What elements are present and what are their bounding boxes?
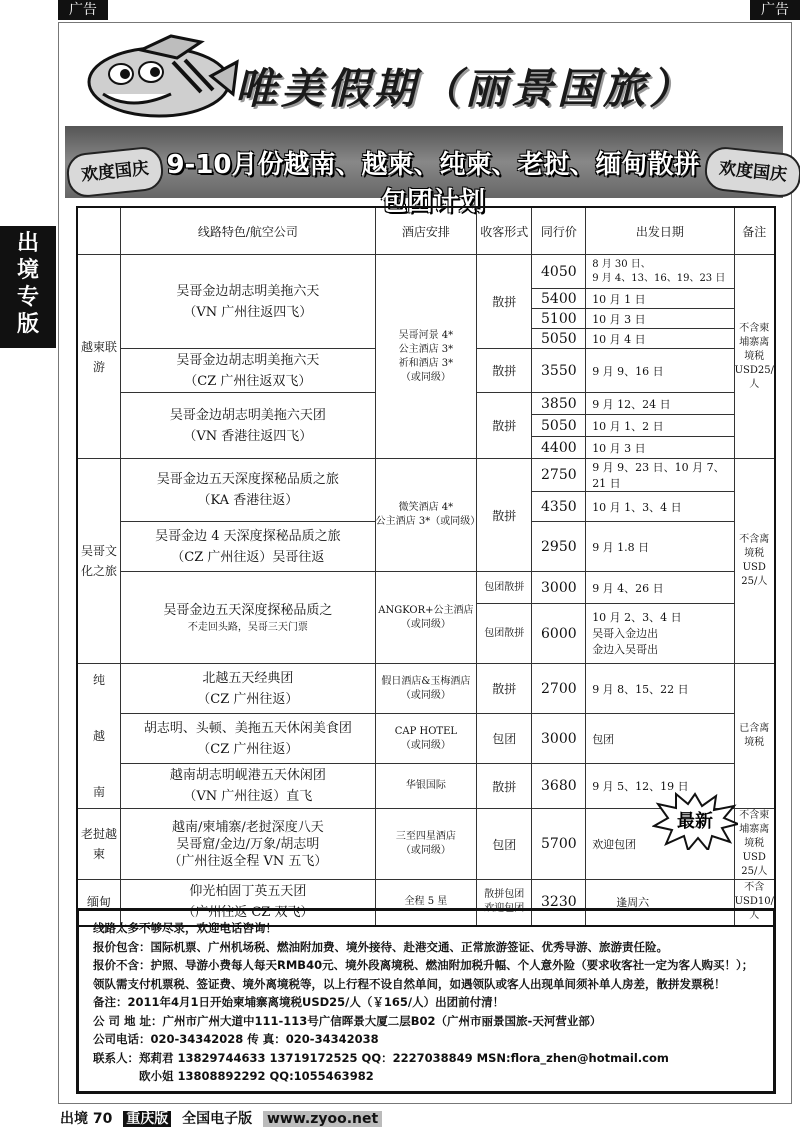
route-cell	[121, 459, 376, 522]
brand-title: 唯美假期（丽景国旅）	[235, 64, 696, 113]
banner-title: 9-10月份越南、越柬、纯柬、老挝、缅甸散拼包团计划	[166, 150, 700, 217]
route-cell	[121, 572, 376, 664]
route-sub: （CZ 广州往返）	[197, 691, 299, 707]
price-cell: 2950	[532, 522, 586, 572]
route-name: 胡志明、头顿、美拖五天休闲美食团	[143, 720, 352, 736]
route-cell	[121, 255, 376, 349]
mode-cell: 散拼	[477, 764, 532, 809]
mode-cell: 包团散拼	[477, 572, 532, 604]
table-row	[77, 664, 775, 714]
section-tab-char: 出	[16, 231, 39, 256]
hotel-cell: CAP HOTEL （或同级）	[375, 714, 476, 764]
header-region	[77, 207, 121, 255]
section-tab-char: 境	[16, 258, 39, 283]
website-link[interactable]: www.zyoo.net	[263, 1111, 382, 1127]
hotel-cell: 三至四星酒店 （或同级）	[375, 809, 476, 880]
route-name: 吴哥金边胡志明美拖六天	[176, 283, 320, 299]
section-tab	[0, 226, 56, 348]
section-tab-char: 版	[16, 312, 39, 337]
remark-cell: 不含离境税 USD 25/人	[734, 459, 775, 664]
route-cell	[121, 393, 376, 459]
remark-cell: 不含柬埔寨离境税USD25/人	[734, 255, 775, 459]
price-cell: 4350	[532, 492, 586, 522]
remark-cell: 不含USD10/人	[734, 880, 775, 926]
price-cell: 3000	[532, 572, 586, 604]
price-cell: 6000	[532, 604, 586, 664]
route-sub: （CZ 广州往返双飞）	[184, 373, 312, 389]
brand-header	[65, 30, 783, 126]
date-cell: 9 月 12、24 日	[586, 393, 734, 415]
notes-line: 报价包含：国际机票、广州机场税、燃油附加费、境外接待、赴港交通、正常旅游签证、优秀导游、旅游责任险。	[93, 939, 668, 954]
header-date: 出发日期	[586, 207, 734, 255]
route-name: 吴哥金边五天深度探秘品质之	[163, 603, 333, 618]
route-name: 仰光柏固丁英五天团	[189, 884, 307, 900]
mode-cell: 包团散拼	[477, 604, 532, 664]
ad-label-left: 广告	[58, 0, 108, 20]
route-name: 吴哥金边胡志明美拖六天	[176, 352, 320, 368]
mode-cell: 散拼包团 欢迎包团	[477, 880, 532, 926]
route-sub: （KA 香港往返）	[197, 493, 299, 508]
price-cell: 4400	[532, 437, 586, 459]
mode-cell: 散拼	[477, 459, 532, 572]
date-cell: 9 月 5、12、19 日	[586, 764, 734, 809]
route-name: 吴哥金边五天深度探秘品质之旅	[156, 472, 339, 487]
ad-label-right: 广告	[750, 0, 800, 20]
route-sub: （广州往返 CZ 双飞）	[182, 905, 314, 921]
price-cell: 5700	[532, 809, 586, 880]
mode-cell: 散拼	[477, 255, 532, 349]
date-cell: 10 月 3 日	[586, 437, 734, 459]
route-sub: 吴哥窟/金边/万象/胡志明	[176, 836, 320, 852]
mode-cell: 包团	[477, 714, 532, 764]
header-hotel: 酒店安排	[375, 207, 476, 255]
route-cell	[121, 714, 376, 764]
promo-banner	[65, 126, 788, 217]
notes-line: 报价不含：护照、导游小费每人每天RMB40元、境外段离境税、燃油附加税升幅、个人意外险（要求收客社一定为客人购买！）；领队需支付机票税、签证费、境外离境税等，以上行程不设自然单间，如遇领队或客人出现单间须补单人房差，散拼发票税！	[93, 958, 754, 991]
date-cell: 10 月 1 日	[586, 289, 734, 309]
mode-cell: 散拼	[477, 393, 532, 459]
hotel-cell: 华银国际	[375, 764, 476, 809]
route-cell	[121, 664, 376, 714]
route-name: 北越五天经典团	[202, 670, 294, 686]
price-cell: 5100	[532, 309, 586, 329]
date-cell: 10 月 4 日	[586, 329, 734, 349]
route-sub: （广州往返全程 VN 五飞）	[168, 853, 328, 869]
header-price: 同行价	[532, 207, 586, 255]
mode-cell: 散拼	[477, 664, 532, 714]
mode-cell: 散拼	[477, 349, 532, 393]
date-cell: 逢周六	[586, 880, 734, 926]
notes-line: 公 司 地 址：广州市广州大道中111-113号广信晖景大厦二层B02（广州市丽景国旅-天河营业部）	[93, 1013, 602, 1028]
festival-badge-left: 欢度国庆	[65, 145, 165, 199]
route-sub: （VN 广州往返四飞）	[183, 304, 313, 320]
price-cell: 3680	[532, 764, 586, 809]
hotel-cell: 微笑酒店 4* 公主酒店 3*（或同级）	[375, 459, 476, 572]
table-row	[77, 459, 775, 492]
header-route: 线路特色/航空公司	[121, 207, 376, 255]
notes-box	[76, 908, 776, 1094]
date-cell: 10 月 2、3、4 日 吴哥入金边出 金边入吴哥出	[586, 604, 734, 664]
date-cell: 9 月 8、15、22 日	[586, 664, 734, 714]
date-cell: 9 月 1.8 日	[586, 522, 734, 572]
hotel-cell: 假日酒店&玉梅酒店（或同级）	[375, 664, 476, 714]
route-cell	[121, 349, 376, 393]
table-row	[77, 572, 775, 604]
date-cell: 9 月 9、16 日	[586, 349, 734, 393]
hotel-cell: 全程 5 星	[375, 880, 476, 926]
region-cell: 越柬联游	[77, 255, 121, 459]
hotel-cell: ANGKOR+公主酒店 （或同级）	[375, 572, 476, 664]
route-name: 越南/柬埔寨/老挝深度八天	[171, 819, 324, 835]
price-cell: 2700	[532, 664, 586, 714]
region-cell	[77, 664, 121, 809]
route-cell	[121, 764, 376, 809]
notes-line: 联系人：郑莉君 13829744633 13719172525 QQ：2227038849 MSN:flora_zhen@hotmail.com	[93, 1050, 669, 1065]
price-cell: 3230	[532, 880, 586, 926]
date-cell: 9 月 4、26 日	[586, 572, 734, 604]
price-cell: 5400	[532, 289, 586, 309]
header-mode: 收客形式	[477, 207, 532, 255]
mode-cell: 包团	[477, 809, 532, 880]
table-header-row	[77, 207, 775, 255]
notes-line: 公司电话：020-34342028 传 真：020-34342038	[93, 1032, 379, 1046]
route-cell	[121, 809, 376, 880]
route-name: 吴哥金边胡志明美拖六天团	[169, 407, 326, 423]
price-cell: 3850	[532, 393, 586, 415]
date-cell: 8 月 30 日、 9 月 4、13、16、19、23 日	[586, 255, 734, 289]
route-name: 吴哥金边 4 天深度探秘品质之旅	[155, 528, 341, 544]
page-number: 出境 70	[60, 1111, 113, 1127]
price-cell: 5050	[532, 329, 586, 349]
region-cell: 老挝越柬	[77, 809, 121, 880]
region-char: 越	[93, 729, 106, 743]
price-cell: 2750	[532, 459, 586, 492]
hotel-cell: 吴哥河景 4* 公主酒店 3* 祈和酒店 3* （或同级）	[375, 255, 476, 459]
price-cell: 4050	[532, 255, 586, 289]
table-row	[77, 714, 775, 764]
new-starburst-icon	[652, 792, 738, 850]
edition-tag: 重庆版	[123, 1111, 171, 1127]
notes-line: 备注：2011年4月1日开始柬埔寨离境税USD25/人（￥165/人）出团前付清！	[93, 995, 505, 1009]
route-sub: 不走回头路，吴哥三天门票	[187, 622, 308, 633]
date-cell: 包团	[586, 714, 734, 764]
region-cell: 吴哥文化之旅	[77, 459, 121, 664]
date-cell: 欢迎包团	[586, 809, 734, 880]
festival-badge-right: 欢度国庆	[703, 145, 800, 199]
date-cell: 10 月 3 日	[586, 309, 734, 329]
route-name: 越南胡志明岘港五天休闲团	[169, 768, 326, 784]
page-footer	[60, 1108, 388, 1126]
date-cell: 10 月 1、3、4 日	[586, 492, 734, 522]
region-cell: 缅甸	[77, 880, 121, 926]
route-sub: （CZ 广州往返）吴哥往返	[171, 549, 325, 565]
edition-label: 全国电子版	[182, 1111, 253, 1127]
route-sub: （VN 香港往返四飞）	[183, 428, 313, 444]
date-cell: 10 月 1、2 日	[586, 415, 734, 437]
new-badge-text: 最新	[677, 811, 713, 832]
price-cell: 3000	[532, 714, 586, 764]
price-cell: 3550	[532, 349, 586, 393]
route-cell	[121, 522, 376, 572]
region-char: 纯	[93, 673, 106, 687]
notes-line: 欧小姐 13808892292 QQ:1055463982	[139, 1069, 374, 1083]
table-row	[77, 255, 775, 289]
price-cell: 5050	[532, 415, 586, 437]
notes-line: 线路太多不够尽录，欢迎电话咨询！	[93, 921, 277, 935]
airplane-mascot-icon	[81, 32, 241, 124]
remark-cell: 不含柬埔寨离境税 USD 25/人	[734, 809, 775, 880]
route-sub: （CZ 广州往返）	[197, 741, 299, 757]
region-char: 南	[93, 785, 106, 799]
header-remark: 备注	[734, 207, 775, 255]
section-tab-char: 专	[16, 285, 39, 310]
route-sub: （VN 广州往返）直飞	[183, 789, 313, 805]
date-cell: 9 月 9、23 日、10 月 7、21 日	[586, 459, 734, 492]
remark-cell: 已含离境税	[734, 664, 775, 809]
